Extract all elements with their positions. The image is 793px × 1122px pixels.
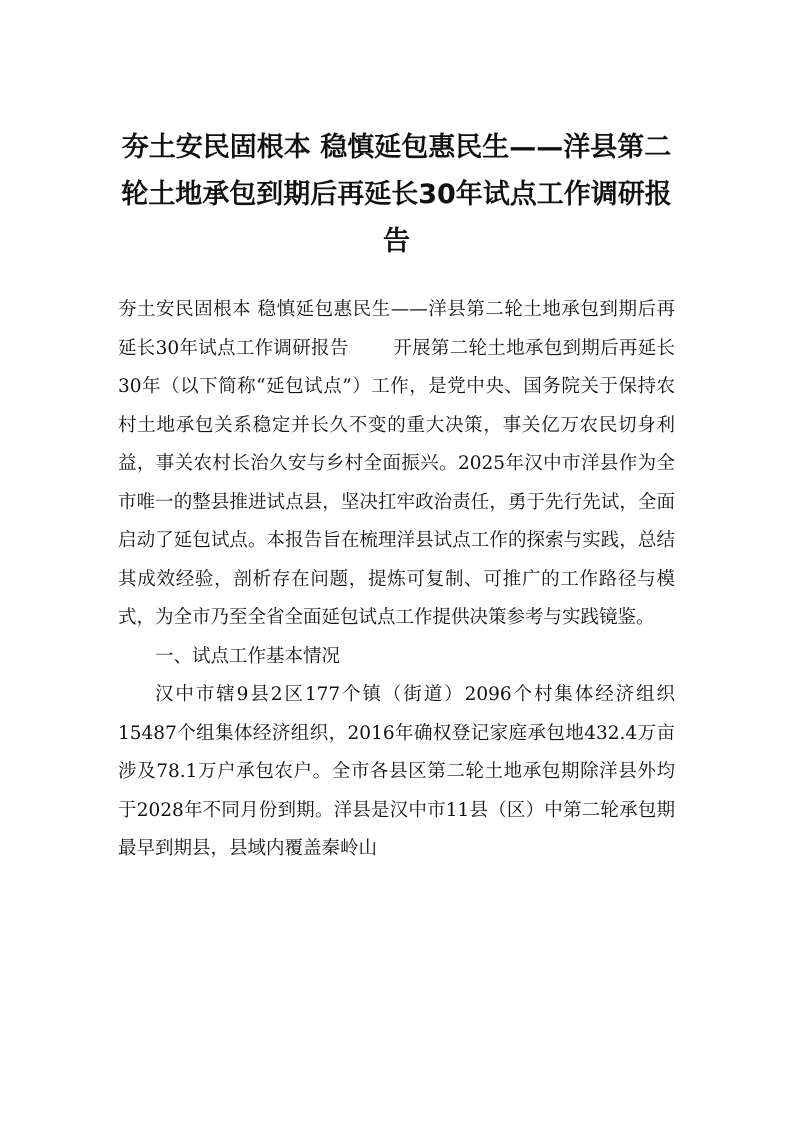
intro-paragraph — [118, 291, 675, 638]
section-heading: 一、试点工作基本情况 — [155, 645, 341, 667]
document-body — [118, 291, 675, 869]
body-paragraph: 汉中市辖9县2区177个镇（街道）2096个村集体经济组织15487个组集体经济组织，2016年确权登记家庭承包地432.4万亩涉及78.1万户承包农户。全市各县区第二轮土地承包期除洋县外均于2028年不同月份到期。洋县是汉中市11县（区）中第二轮承包期最早到期县，县域内覆盖秦岭山 — [118, 684, 675, 859]
intro-repeated-title: 夯土安民固根本 稳慎延包惠民生——洋县第二轮土地承包到期后再延长30年试点工作调研报告 — [118, 299, 675, 359]
document-title: 夯土安民固根本 稳慎延包惠民生——洋县第二轮土地承包到期后再延长30年试点工作调研报告 — [121, 132, 672, 257]
intro-text: 开展第二轮土地承包到期后再延长30年（以下简称“延包试点”）工作，是党中央、国务院关于保持农村土地承包关系稳定并长久不变的重大决策，事关亿万农民切身利益，事关农村长治久安与乡村全面振兴。2025年汉中市洋县作为全市唯一的整县推进试点县，坚决扛牢政治责任，勇于先行先试，全面启动了延包试点。本报告旨在梳理洋县试点工作的探索与实践，总结其成效经验，剖析存在问题，提炼可复制、可推广的工作路径与模式，为全市乃至全省全面延包试点工作提供决策参考与实践镜鉴。 — [118, 337, 675, 628]
